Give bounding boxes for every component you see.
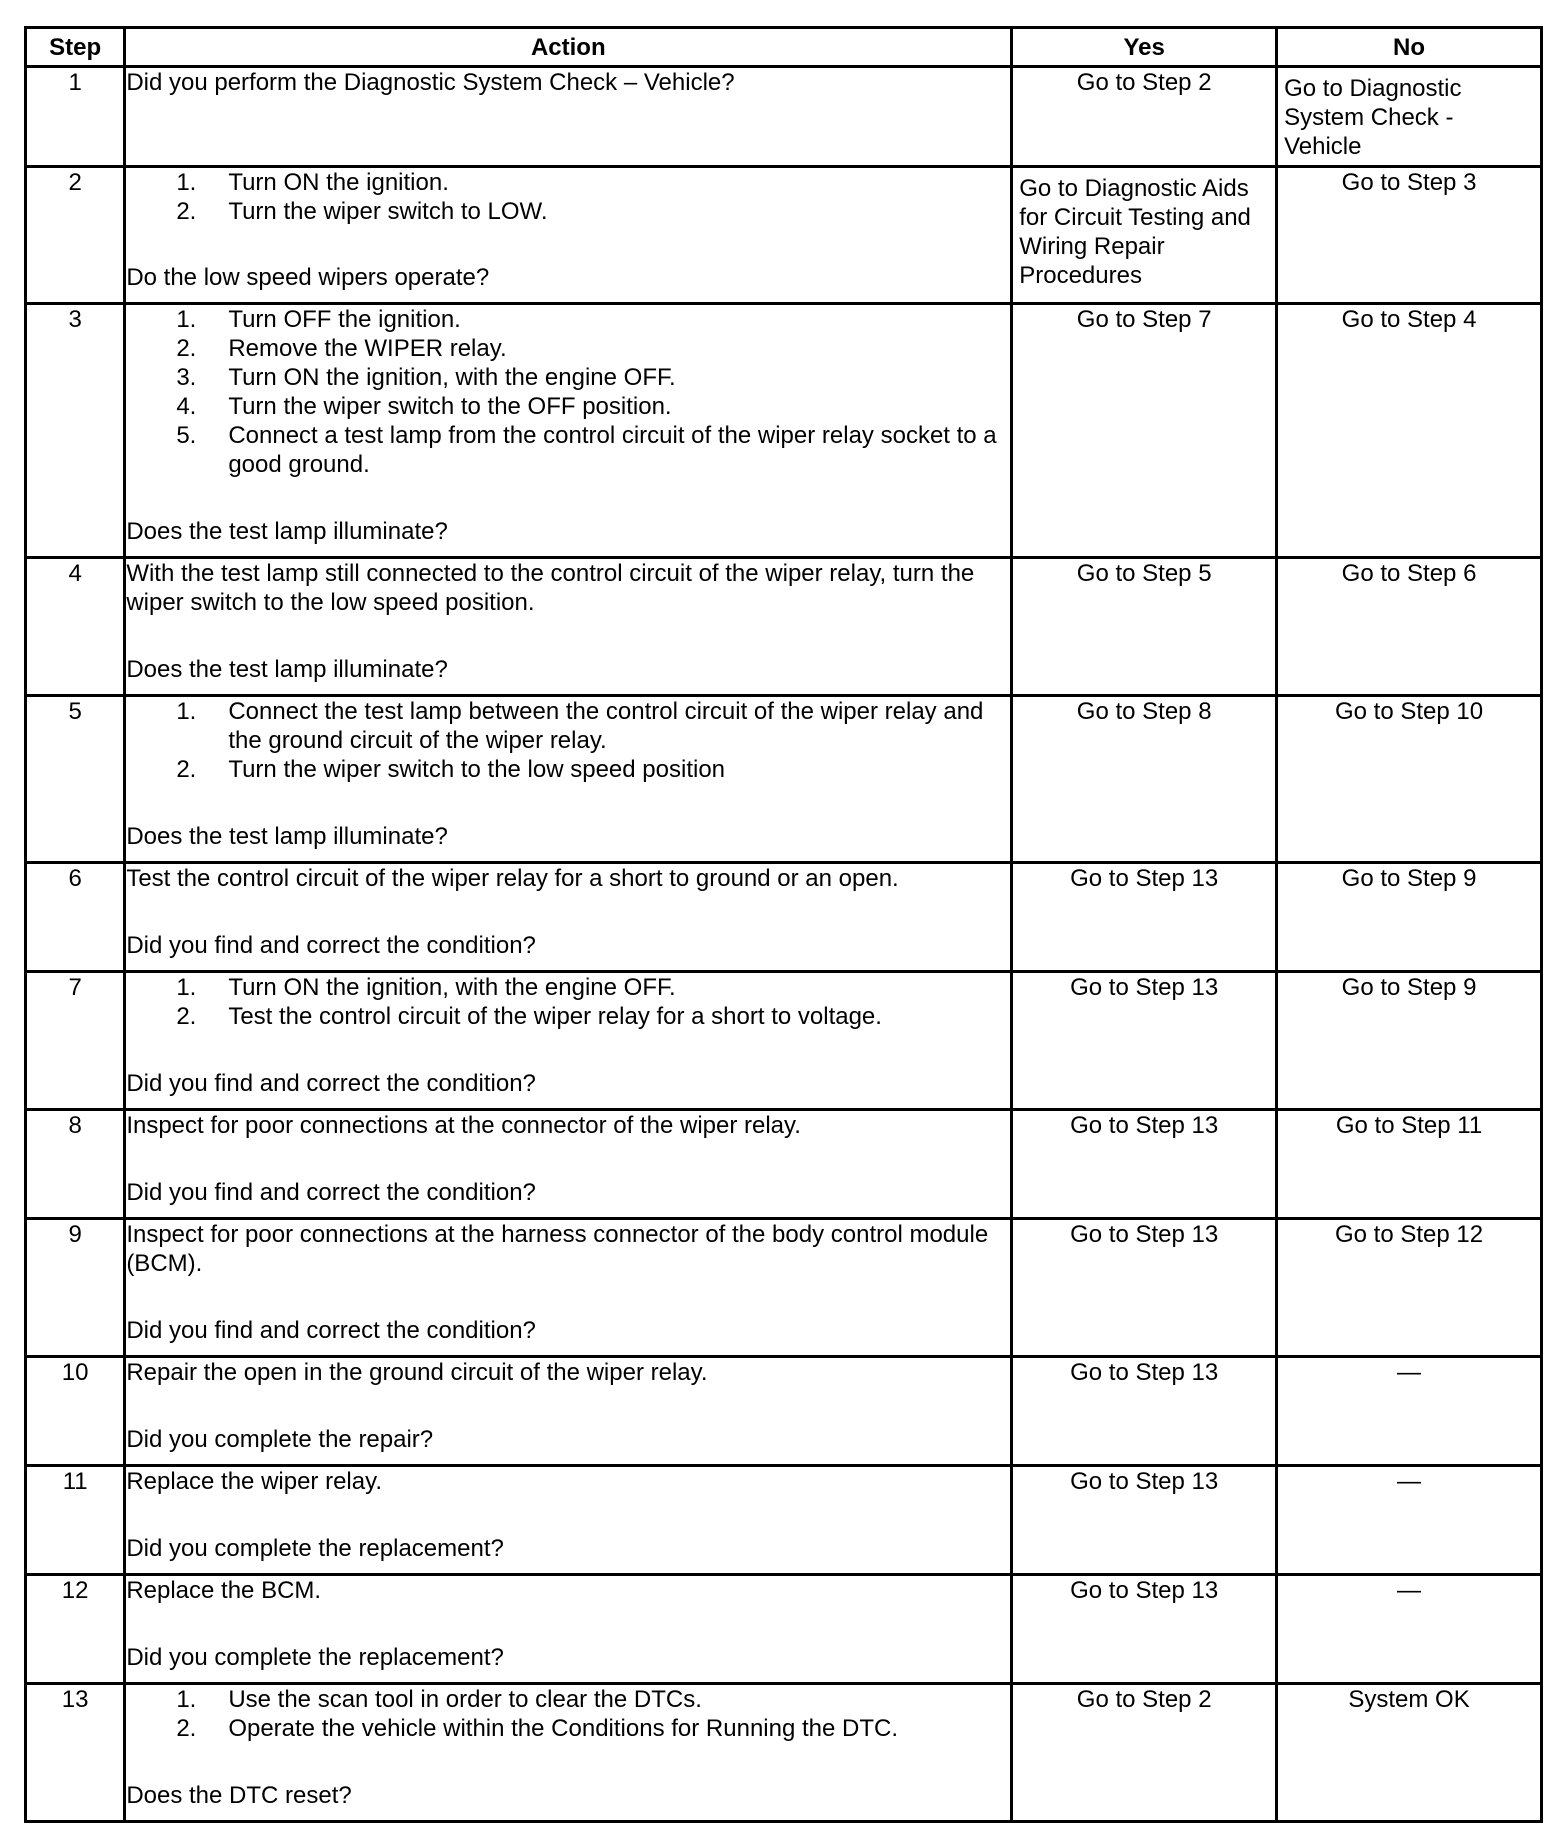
table-row	[26, 1357, 1542, 1466]
yes-result: Go to Step 8	[1012, 696, 1277, 863]
list-item: Remove the WIPER relay.	[228, 335, 507, 362]
action-cell	[125, 972, 1012, 1110]
action-text: Inspect for poor connections at the connector of the wiper relay.	[126, 1112, 801, 1139]
no-result: —	[1277, 1466, 1542, 1575]
list-item: Use the scan tool in order to clear the DTCs.	[228, 1686, 702, 1713]
action-steps-list	[126, 1685, 1010, 1743]
table-row	[26, 67, 1542, 167]
table-row	[26, 558, 1542, 696]
action-text: Replace the wiper relay.	[126, 1468, 382, 1495]
list-item: Turn the wiper switch to LOW.	[228, 198, 548, 225]
step-number: 5	[26, 696, 125, 863]
no-result: Go to Step 3	[1277, 167, 1542, 304]
table-row	[26, 304, 1542, 558]
action-cell	[125, 696, 1012, 863]
table-row	[26, 972, 1542, 1110]
action-cell	[125, 1575, 1012, 1684]
no-result: —	[1277, 1357, 1542, 1466]
action-question: Do the low speed wipers operate?	[126, 264, 490, 291]
action-text: Repair the open in the ground circuit of the wiper relay.	[126, 1359, 708, 1386]
yes-result: Go to Step 13	[1012, 1219, 1277, 1357]
action-text: Did you perform the Diagnostic System Check – Vehicle?	[126, 69, 735, 96]
list-item: Turn ON the ignition, with the engine OFF.	[228, 974, 676, 1001]
action-question: Did you complete the replacement?	[126, 1535, 504, 1562]
action-cell	[125, 1219, 1012, 1357]
header-yes: Yes	[1012, 28, 1277, 67]
action-text: Replace the BCM.	[126, 1577, 322, 1604]
action-question: Does the test lamp illuminate?	[126, 656, 448, 683]
table-row	[26, 1684, 1542, 1822]
table-body	[26, 67, 1542, 1822]
yes-result: Go to Step 13	[1012, 863, 1277, 972]
header-row	[26, 28, 1542, 67]
table-row	[26, 696, 1542, 863]
action-steps-list	[126, 973, 1010, 1031]
header-no: No	[1277, 28, 1542, 67]
step-number: 1	[26, 67, 125, 167]
no-result: Go to Step 12	[1277, 1219, 1542, 1357]
yes-result: Go to Step 13	[1012, 1110, 1277, 1219]
action-question: Did you find and correct the condition?	[126, 1179, 536, 1206]
action-cell	[125, 558, 1012, 696]
action-question: Did you find and correct the condition?	[126, 932, 536, 959]
list-item: Turn the wiper switch to the low speed position	[228, 756, 726, 783]
step-number: 8	[26, 1110, 125, 1219]
no-result: Go to Step 4	[1277, 304, 1542, 558]
action-cell	[125, 67, 1012, 167]
action-cell	[125, 1110, 1012, 1219]
yes-result: Go to Step 13	[1012, 1466, 1277, 1575]
no-result: Go to Step 6	[1277, 558, 1542, 696]
list-item: Connect the test lamp between the control circuit of the wiper relay and the ground circuit of the wiper relay.	[228, 698, 984, 754]
list-item: Turn the wiper switch to the OFF position.	[228, 393, 672, 420]
action-question: Did you find and correct the condition?	[126, 1317, 536, 1344]
action-text: With the test lamp still connected to the control circuit of the wiper relay, turn the wiper switch to the low speed position.	[126, 560, 975, 616]
action-cell	[125, 167, 1012, 304]
action-cell	[125, 863, 1012, 972]
yes-result: Go to Step 13	[1012, 972, 1277, 1110]
no-result: —	[1277, 1575, 1542, 1684]
no-result: System OK	[1277, 1684, 1542, 1822]
diagnostic-table	[24, 26, 1543, 1823]
step-number: 11	[26, 1466, 125, 1575]
step-number: 7	[26, 972, 125, 1110]
yes-result: Go to Step 7	[1012, 304, 1277, 558]
no-result: Go to Step 11	[1277, 1110, 1542, 1219]
table-row	[26, 167, 1542, 304]
action-steps-list	[126, 305, 1010, 479]
action-cell	[125, 1466, 1012, 1575]
header-action: Action	[125, 28, 1012, 67]
step-number: 2	[26, 167, 125, 304]
table-row	[26, 1575, 1542, 1684]
action-question: Did you complete the repair?	[126, 1426, 434, 1453]
action-question: Did you complete the replacement?	[126, 1644, 504, 1671]
action-question: Does the test lamp illuminate?	[126, 518, 448, 545]
yes-result: Go to Step 2	[1012, 1684, 1277, 1822]
list-item: Test the control circuit of the wiper relay for a short to voltage.	[228, 1003, 882, 1030]
header-step: Step	[26, 28, 125, 67]
table-row	[26, 1466, 1542, 1575]
no-result: Go to Diagnostic System Check - Vehicle	[1277, 67, 1542, 167]
step-number: 9	[26, 1219, 125, 1357]
table-row	[26, 863, 1542, 972]
no-result: Go to Step 9	[1277, 972, 1542, 1110]
step-number: 3	[26, 304, 125, 558]
action-question: Does the DTC reset?	[126, 1782, 352, 1809]
list-item: Turn ON the ignition, with the engine OFF.	[228, 364, 676, 391]
step-number: 12	[26, 1575, 125, 1684]
yes-result: Go to Step 13	[1012, 1575, 1277, 1684]
step-number: 6	[26, 863, 125, 972]
action-cell	[125, 304, 1012, 558]
step-number: 10	[26, 1357, 125, 1466]
no-result: Go to Step 10	[1277, 696, 1542, 863]
yes-result: Go to Step 5	[1012, 558, 1277, 696]
action-cell	[125, 1684, 1012, 1822]
table-row	[26, 1110, 1542, 1219]
step-number: 13	[26, 1684, 125, 1822]
list-item: Turn OFF the ignition.	[228, 306, 461, 333]
yes-result: Go to Diagnostic Aids for Circuit Testing and Wiring Repair Procedures	[1012, 167, 1277, 304]
yes-result: Go to Step 13	[1012, 1357, 1277, 1466]
step-number: 4	[26, 558, 125, 696]
action-text: Inspect for poor connections at the harness connector of the body control module (BCM).	[126, 1221, 989, 1277]
action-question: Did you find and correct the condition?	[126, 1070, 536, 1097]
action-question: Does the test lamp illuminate?	[126, 823, 448, 850]
list-item: Operate the vehicle within the Conditions for Running the DTC.	[228, 1715, 899, 1742]
action-text: Test the control circuit of the wiper relay for a short to ground or an open.	[126, 865, 899, 892]
list-item: Turn ON the ignition.	[228, 169, 449, 196]
action-steps-list	[126, 168, 1010, 226]
action-cell	[125, 1357, 1012, 1466]
table-row	[26, 1219, 1542, 1357]
no-result: Go to Step 9	[1277, 863, 1542, 972]
list-item: Connect a test lamp from the control circuit of the wiper relay socket to a good ground.	[228, 422, 997, 478]
yes-result: Go to Step 2	[1012, 67, 1277, 167]
action-steps-list	[126, 697, 1010, 784]
